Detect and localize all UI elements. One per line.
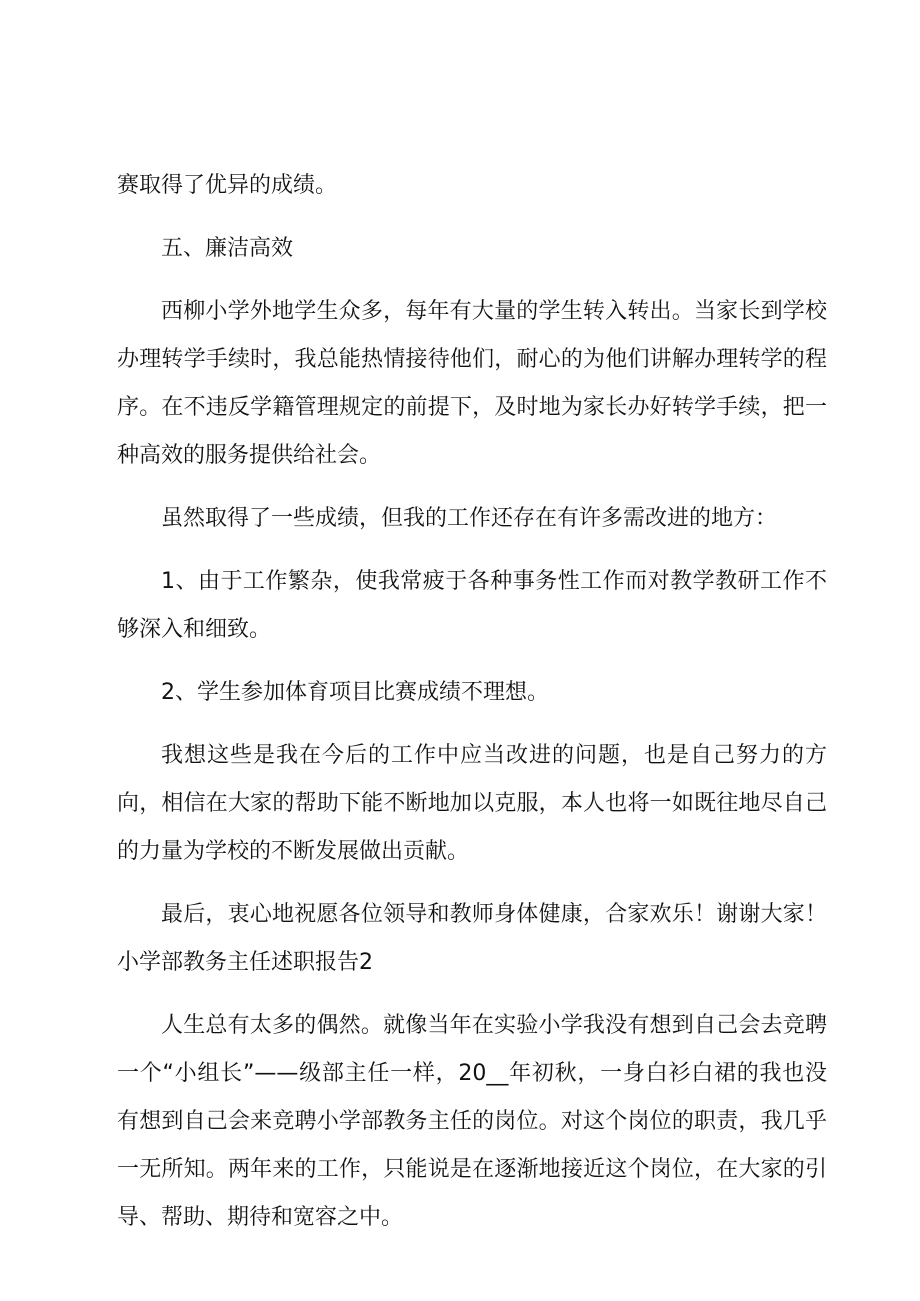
paragraph-closing-and-title: 最后，衷心地祝愿各位领导和教师身体健康，合家欢乐！谢谢大家！小学部教务主任述职报告2	[117, 902, 827, 975]
list-item-1: 1、由于工作繁杂，使我常疲于各种事务性工作而对教学教研工作不够深入和细致。	[117, 569, 827, 642]
section-heading-integrity-efficiency: 五、廉洁高效	[161, 236, 294, 261]
list-item-2: 2、学生参加体育项目比赛成绩不理想。	[161, 680, 549, 705]
paragraph-future-direction: 我想这些是我在今后的工作中应当改进的问题，也是自己努力的方向，相信在大家的帮助下能不断地加以克服，本人也将一如既往地尽自己的力量为学校的不断发展做出贡献。	[117, 743, 827, 864]
paragraph-transfer-students: 西柳小学外地学生众多，每年有大量的学生转入转出。当家长到学校办理转学手续时，我总能热情接待他们，耐心的为他们讲解办理转学的程序。在不违反学籍管理规定的前提下，及时地为家长办好转学手续，把一种高效的服务提供给社会。	[117, 299, 827, 468]
paragraph-continuation: 赛取得了优异的成绩。	[117, 173, 338, 198]
document-body	[117, 162, 827, 1257]
paragraph-report-2-opening: 人生总有太多的偶然。就像当年在实验小学我没有想到自己会去竞聘一个“小组长”——级部主任一样，20__年初秋，一身白衫白裙的我也没有想到自己会来竞聘小学部教务主任的岗位。对这个岗位的职责，我几乎一无所知。两年来的工作，只能说是在逐渐地接近这个岗位，在大家的引导、帮助、期待和宽容之中。	[117, 1013, 827, 1230]
paragraph-improvements-intro: 虽然取得了一些成绩，但我的工作还存在有许多需改进的地方：	[161, 506, 778, 531]
